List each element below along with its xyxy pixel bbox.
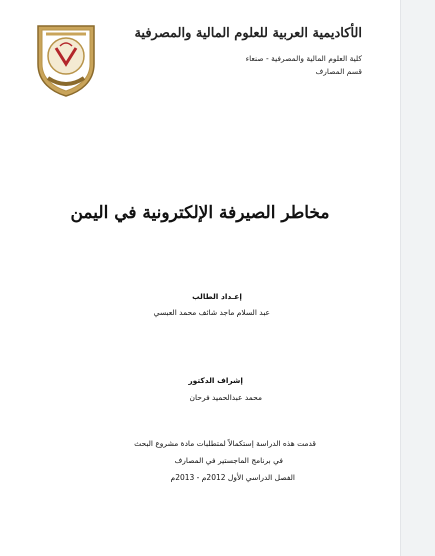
supervisor-label: إشراف الدكتور [188,376,243,385]
viewer-side-panel [400,0,435,556]
college-name: كلية العلوم المالية والمصرفية - صنعاء [245,54,362,63]
submission-note-line-2: في برنامج الماجستير في المصارف [174,456,283,465]
academy-name: الأكاديمية العربية للعلوم المالية والمصرفية [134,26,362,41]
department-name: قسم المصارف [315,67,362,76]
submission-note-line-1: قدمت هذه الدراسة إستكمالاً لمتطلبات مادة مشروع البحث [134,439,316,448]
thesis-title: مخاطر الصيرفة الإلكترونية في اليمن [70,203,330,223]
submission-note-line-3: الفصل الدراسي الأول 2012م - 2013م [170,473,295,482]
academy-logo [34,20,98,98]
student-name: عبد السلام ماجد شائف محمد العبسي [153,308,270,317]
prepared-by-label: إعـداد الطالب [192,292,242,301]
supervisor-name: محمد عبدالحميد فرحان [189,393,262,402]
